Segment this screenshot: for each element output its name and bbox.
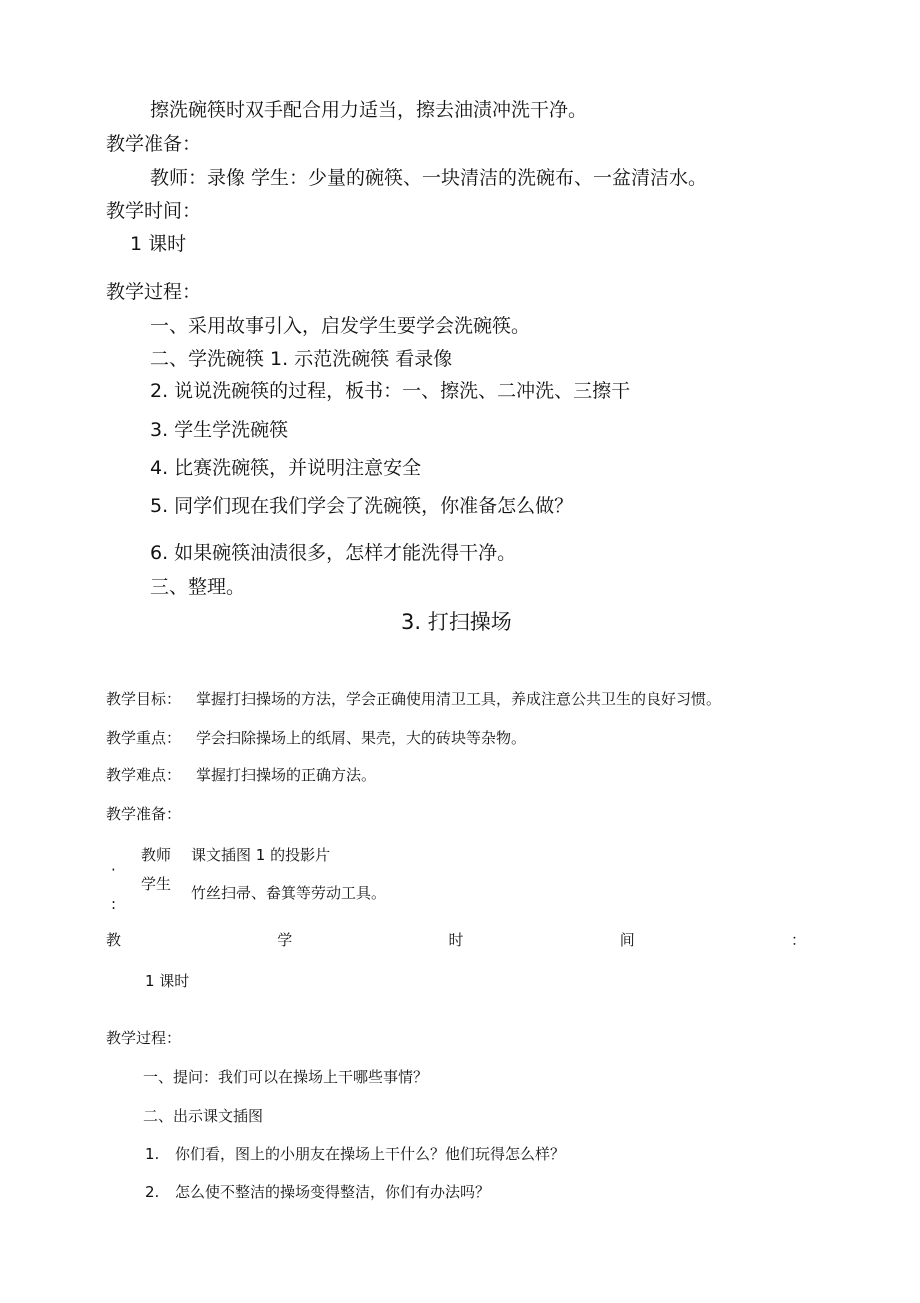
numbered-item-text: 怎么使不整洁的操场变得整洁，你们有办法吗？ [175,1183,491,1201]
teacher-text: 课文插图 1 的投影片 [191,846,331,864]
goal-text: 掌握打扫操场的方法，学会正确使用清卫工具，养成注意公共卫生的良好习惯。 [196,690,722,708]
time-heading-char: 时 [448,931,464,949]
colon-mark: · [111,861,116,879]
numbered-item-num: 2. [145,1183,160,1201]
difficulty-label: 教学难点： [106,766,182,784]
lesson-title: 3. 打扫操场 [401,610,512,634]
prep-heading: 教学准备： [106,133,202,155]
time-heading-char: 教 [106,931,122,949]
process-step: 2. 说说洗碗筷的过程，板书：一、擦洗、二冲洗、三擦干 [150,380,631,402]
process-step: 5. 同学们现在我们学会了洗碗筷，你准备怎么做？ [150,495,574,517]
goal-label: 教学目标： [106,690,182,708]
process-step: 二、学洗碗筷 1. 示范洗碗筷 看录像 [150,348,453,370]
process-step: 三、整理。 [150,576,246,598]
numbered-item-num: 1. [145,1145,160,1163]
prep-text: 教师：录像 学生：少量的碗筷、一块清洁的洗碗布、一盆清洁水。 [150,167,708,189]
prep-heading-2: 教学准备： [106,805,182,823]
time-value-2: 1 课时 [145,972,190,990]
process-step: 4. 比赛洗碗筷，并说明注意安全 [150,457,422,479]
colon-mark: : [111,895,117,913]
wash-requirement-text: 擦洗碗筷时双手配合用力适当，擦去油渍冲洗干净。 [150,99,588,121]
student-label: 学生 [141,875,172,893]
student-text: 竹丝扫帚、畚箕等劳动工具。 [191,884,387,902]
teacher-label: 教师 [141,846,172,864]
time-heading-char: ： [790,931,806,949]
process-step: 3. 学生学洗碗筷 [150,419,289,441]
time-value: 1 课时 [130,233,187,255]
time-heading: 教学时间： [106,200,202,222]
time-heading-char: 间 [619,931,635,949]
time-heading-char: 学 [277,931,293,949]
process-step-2: 一、提问：我们可以在操场上干哪些事情？ [143,1068,429,1086]
numbered-item-text: 你们看，图上的小朋友在操场上干什么？他们玩得怎么样？ [175,1145,566,1163]
process-step: 一、采用故事引入，启发学生要学会洗碗筷。 [150,315,531,337]
process-heading: 教学过程： [106,281,202,303]
time-heading-spread [106,933,806,948]
process-step-2: 二、出示课文插图 [143,1107,264,1125]
process-heading-2: 教学过程： [106,1029,182,1047]
difficulty-text: 掌握打扫操场的正确方法。 [196,766,377,784]
process-step: 6. 如果碗筷油渍很多，怎样才能洗得干净。 [150,542,517,564]
focus-label: 教学重点： [106,729,182,747]
focus-text: 学会扫除操场上的纸屑、果壳，大的砖块等杂物。 [196,729,527,747]
